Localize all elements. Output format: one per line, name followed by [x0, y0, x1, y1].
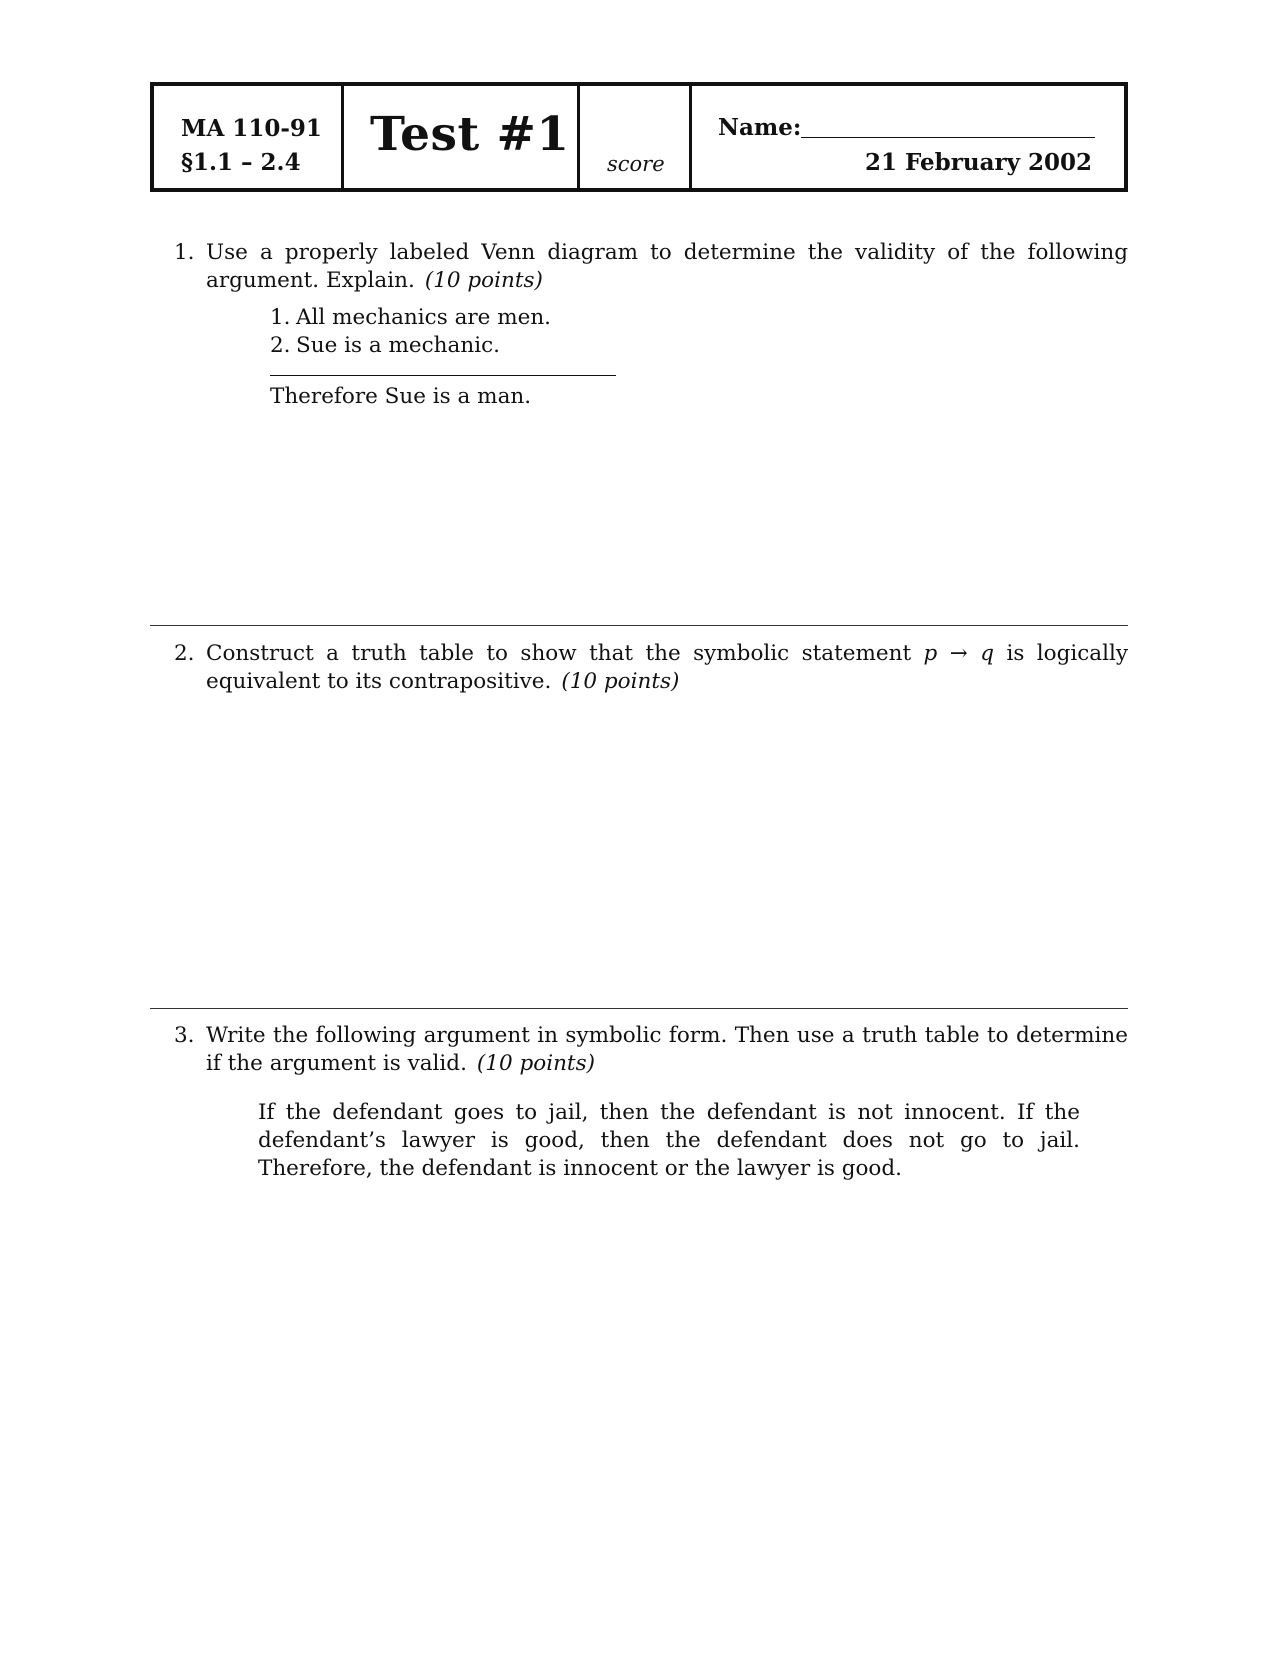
section-divider	[150, 1008, 1128, 1009]
question-2-prompt-end: is logically equivalent to its contrapositive.	[206, 641, 1129, 694]
symbolic-statement: p → q	[923, 641, 994, 666]
section-divider	[150, 625, 1128, 626]
question-number: 1.	[174, 240, 195, 265]
question-3-prompt: Write the following argument in symbolic form. Then use a truth table to determine if the argument is valid.	[206, 1023, 1128, 1076]
question-points: (10 points)	[476, 1051, 595, 1076]
test-title: Test #1	[370, 107, 570, 162]
premise-number: 1.	[270, 305, 291, 330]
question-points: (10 points)	[424, 268, 543, 293]
premise-text: Sue is a mechanic.	[296, 333, 500, 358]
question-text	[206, 239, 1128, 295]
test-date: 21 February 2002	[864, 149, 1092, 176]
question-text	[206, 640, 1128, 696]
question-2	[174, 640, 1128, 696]
course-cell	[154, 86, 344, 188]
question-1-prompt: Use a properly labeled Venn diagram to determine the validity of the following argument. Explain.	[206, 240, 1128, 293]
course-code: MA 110-91	[181, 115, 322, 142]
premise-item	[270, 304, 551, 332]
question-3	[174, 1022, 1128, 1078]
question-2-prompt-start: Construct a truth table to show that the symbolic statement	[206, 641, 912, 666]
premise-number: 2.	[270, 333, 291, 358]
premise-text: All mechanics are men.	[296, 305, 552, 330]
course-sections: §1.1 – 2.4	[181, 149, 301, 176]
question-points: (10 points)	[561, 669, 680, 694]
header-box	[150, 82, 1128, 192]
question-1	[174, 239, 1128, 295]
title-cell	[344, 86, 580, 188]
score-cell	[580, 86, 692, 188]
question-text	[206, 1022, 1128, 1078]
name-cell	[692, 86, 1124, 188]
argument-premises	[270, 304, 551, 360]
argument-divider-line	[270, 375, 616, 376]
name-blank-line[interactable]	[801, 137, 1095, 138]
name-label: Name:	[718, 114, 802, 141]
argument-conclusion: Therefore Sue is a man.	[270, 384, 532, 409]
score-label: score	[607, 152, 665, 176]
premise-item	[270, 332, 551, 360]
question-number: 2.	[174, 641, 195, 666]
argument-passage: If the defendant goes to jail, then the defendant is not innocent. If the defendant’s lawyer is good, then the defendant does not go to jail. Therefore, the defendant is innocent or the lawyer is good.	[258, 1100, 1080, 1181]
question-number: 3.	[174, 1023, 195, 1048]
